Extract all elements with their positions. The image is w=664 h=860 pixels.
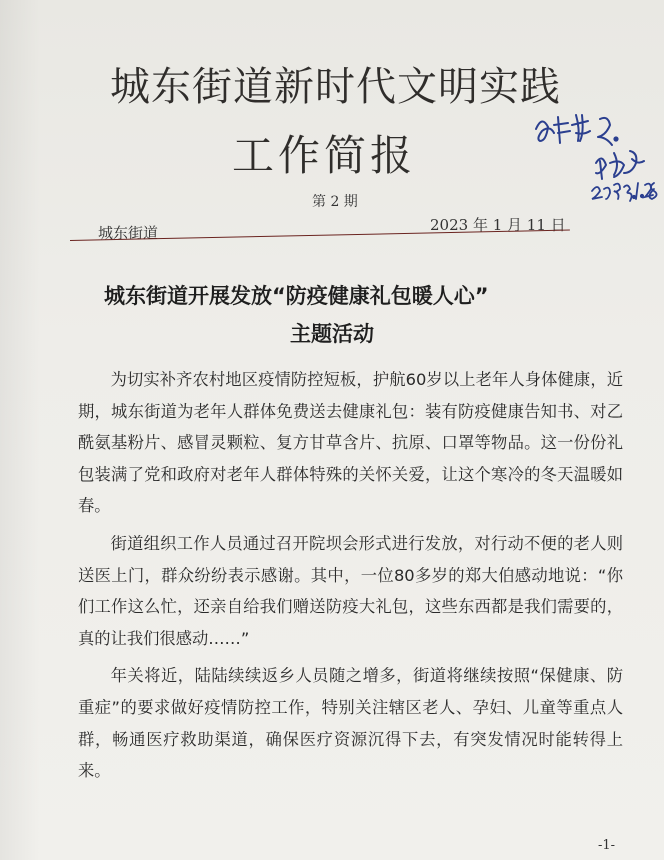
- article-paragraph: 年关将近，陆陆续续返乡人员随之增多，街道将继续按照“保健康、防重症”的要求做好疫情防控工作，特别关注辖区老人、孕妇、儿童等重点人群，畅通医疗救助渠道，确保医疗资源沉得下去，有突发情况时能转得上来。: [78, 666, 623, 781]
- article-title: 城东街道开展发放“防疫健康礼包暖人心”: [104, 284, 489, 308]
- masthead-subtitle: 工作简报: [232, 131, 417, 180]
- issue-date: 2023 年 1 月 11 日: [430, 216, 566, 234]
- article-paragraph: 街道组织工作人员通过召开院坝会形式进行发放，对行动不便的老人则送医上门，群众纷纷表示感谢。其中，一位80多岁的郑大伯感动地说：“你们工作这么忙，还亲自给我们赠送防疫大礼包，这些东西都是我们需要的，真的让我们很感动……”: [78, 533, 623, 648]
- handwritten-annotation: [530, 105, 660, 205]
- masthead-title: 城东街道新时代文明实践: [110, 64, 561, 110]
- issuing-organization: 城东街道: [98, 224, 159, 242]
- article-title-line2: 主题活动: [290, 322, 374, 346]
- issue-number: 第 2 期: [312, 194, 358, 210]
- page-number: -1-: [598, 838, 616, 853]
- article-paragraph: 为切实补齐农村地区疫情防控短板，护航60岁以上老年人身体健康，近期，城东街道为老年人群体免费送去健康礼包：装有防疫健康告知书、对乙酰氨基粉片、感冒灵颗粒、复方甘草含片、抗原、口罩等物品。这一份份礼包装满了党和政府对老年人群体特殊的关怀关爱，让这个寒冷的冬天温暖如春。: [78, 370, 623, 516]
- page-shadow: [0, 0, 40, 860]
- article-body: [78, 364, 623, 793]
